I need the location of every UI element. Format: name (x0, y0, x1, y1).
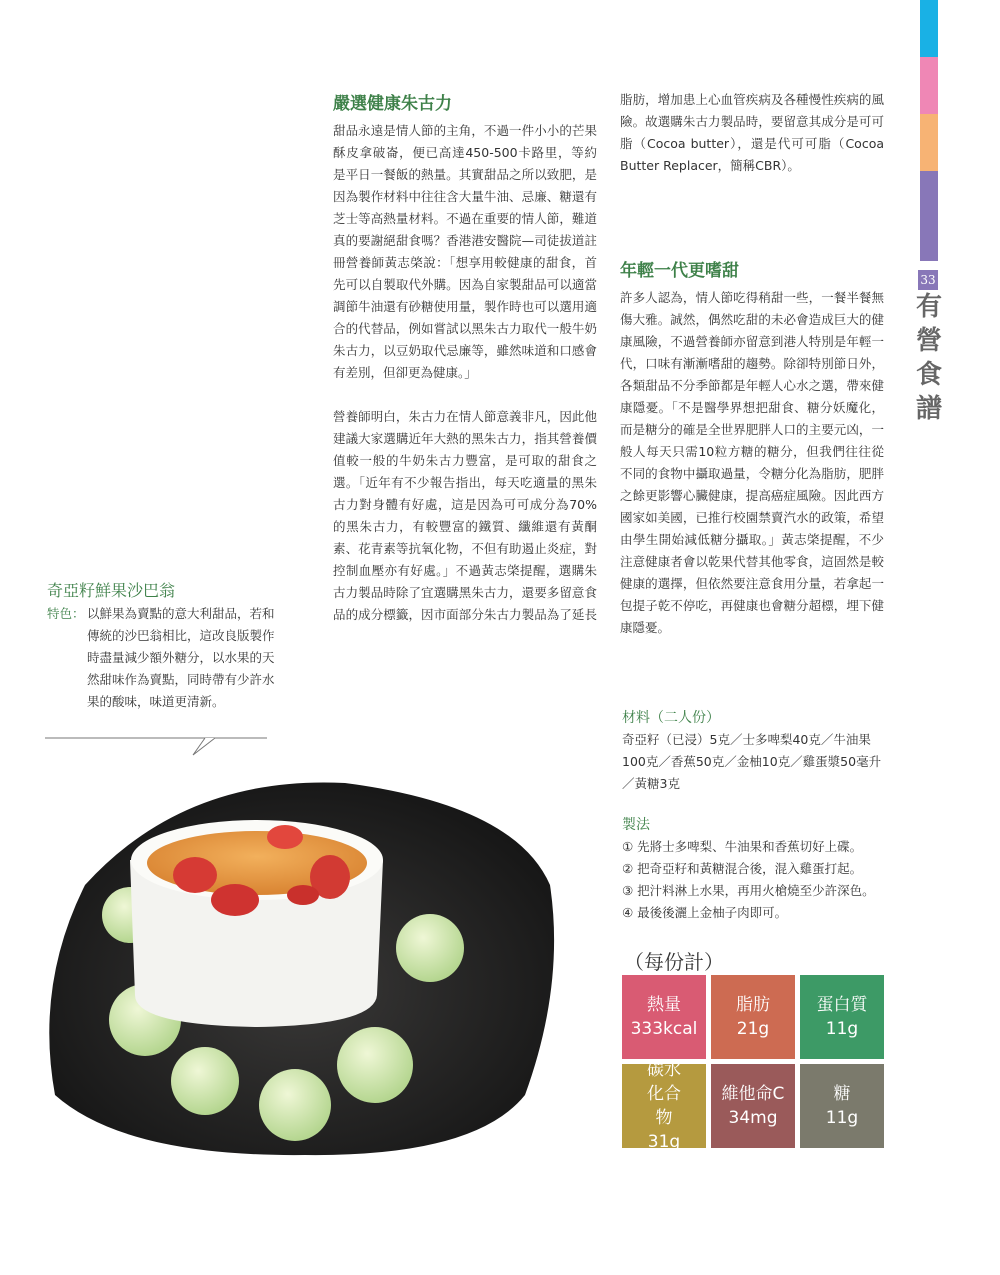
nutrition-vitamin-c: 維他命C 34mg (711, 1064, 795, 1148)
ingredients-section (622, 707, 886, 795)
page-number: 33 (918, 270, 938, 290)
tab-purple (920, 171, 938, 261)
callout-line (45, 735, 270, 760)
ingredients-text: 奇亞籽（已浸）5克／士多啤梨40克／牛油果100克／香蕉50克／金柚10克／雞蛋漿50毫升／黃糖3克 (622, 732, 882, 791)
nutrition-carbohydrate: 碳水化合物 31g (622, 1064, 706, 1148)
section-heading: 年輕一代更嗜甜 (620, 261, 739, 281)
recipe-title: 奇亞籽鮮果沙巴翁 (47, 581, 176, 600)
method-step: ② 把奇亞籽和黃糖混合後，混入雞蛋打起。 (622, 861, 863, 876)
method-title: 製法 (622, 817, 650, 833)
paragraph: 營養師明白，朱古力在情人節意義非凡，因此他建議大家選購近年大熱的黑朱古力，指其營養價值較一般的牛奶朱古力豐富，是可取的甜食之選。「近年有不少報告指出，每天吃適量的黑朱古力對身體有好處，這是因為可可成分為70%的黑朱古力，有較豐富的鐵質、纖維還有黃酮素、花青素等抗氧化物，不但有助遏止炎症，對控制血壓亦有好處。」不過黃志棨提醒，選購朱古力製品時除了宜選購黑朱古力，還要多留意食品的成分標籤，因市面部分朱古力製品為了延長 (333, 409, 597, 622)
article-column-1 (333, 92, 597, 626)
nutrition-sugar: 糖 11g (800, 1064, 884, 1148)
tab-blue (920, 0, 938, 57)
paragraph: 甜品永遠是情人節的主角，不過一件小小的芒果酥皮拿破崙，便已高達450-500卡路里，等約是平日一餐飯的熱量。其實甜品之所以致肥，是因為製作材料中往往含大量牛油、忌廉、糖還有芝士等高熱量材料。不過在重要的情人節，難道真的要謝絕甜食嗎？香港港安醫院—司徒拔道註冊營養師黃志棨說：「想享用較健康的甜食，首先可以自製取代外購。因為自家製甜品可以適當調節牛油還有砂糖使用量，製作時也可以選用適合的代替品，例如嘗試以黑朱古力取代一般牛奶朱古力，以豆奶取代忌廉等，雖然味道和口感會有差別，但卻更為健康。」 (333, 123, 597, 380)
method-step: ① 先將士多啤梨、牛油果和香蕉切好上碟。 (622, 839, 863, 854)
recipe-feature (47, 603, 277, 713)
feature-label: 特色： (47, 606, 85, 621)
feature-text: 以鮮果為賣點的意大利甜品，若和傳統的沙巴翁相比，這改良版製作時盡量減少額外糖分，以水果的天然甜味作為賣點，同時帶有少許水果的酸味，味道更清新。 (87, 606, 275, 709)
article-column-2 (620, 89, 884, 639)
nutrition-protein: 蛋白質 11g (800, 975, 884, 1059)
method-section (622, 814, 886, 924)
tab-orange (920, 114, 938, 171)
dessert-photo (45, 765, 555, 1160)
nutrition-calories: 熱量 333kcal (622, 975, 706, 1059)
method-step: ③ 把汁料淋上水果，再用火槍燒至少許深色。 (622, 883, 875, 898)
nutrition-heading: （每份計） (624, 950, 724, 974)
section-heading: 嚴選健康朱古力 (333, 94, 452, 114)
nutrition-fat: 脂肪 21g (711, 975, 795, 1059)
tab-pink (920, 57, 938, 114)
section-side-title: 有 營 食 譜 (915, 292, 942, 424)
method-step: ④ 最後後灑上金柚子肉即可。 (622, 905, 788, 920)
ingredients-title: 材料（二人份） (622, 710, 720, 726)
paragraph: 許多人認為，情人節吃得稍甜一些，一餐半餐無傷大雅。誠然，偶然吃甜的未必會造成巨大的健康風險，不過營養師亦留意到港人特別是年輕一代，口味有漸漸嗜甜的趨勢。除卻特別節日外，各類甜品不分季節都是年輕人心水之選，帶來健康隱憂。「不是醫學界想把甜食、糖分妖魔化，而是糖分的確是全世界肥胖人口的主要元凶，一般人每天只需10粒方糖的糖分，但我們往往從不同的食物中攝取過量，令糖分化為脂肪，肥胖之餘更影響心臟健康，提高癌症風險。因此西方國家如美國，已推行校園禁賣汽水的政策，希望由學生開始減低糖分攝取。」黃志棨提醒，不少注意健康者會以乾果代替其他零食，這固然是較健康的選擇，但依然要注意食用分量，若拿起一包提子乾不停吃，再健康也會糖分超標，埋下健康隱憂。 (620, 290, 884, 635)
paragraph-continued: 脂肪，增加患上心血管疾病及各種慢性疾病的風險。故選購朱古力製品時，要留意其成分是可可脂（Cocoa butter），還是代可可脂（Cocoa Butter Replacer，簡稱CBR）。 (620, 92, 884, 173)
